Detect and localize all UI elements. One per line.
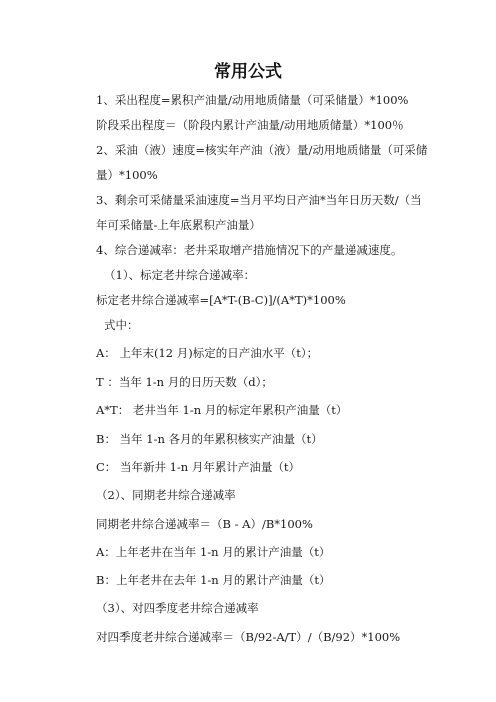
paragraph-7: 标定老井综合递减率=[A*T-(B-C)]/(A*T)*100% [96, 293, 346, 307]
paragraph-18: （3）、对四季度老井综合递减率 [96, 601, 259, 615]
paragraph-6: （1）、标定老井综合递减率： [104, 268, 256, 282]
paragraph-11: A*T： 老井当年 1-n 月的标定年累积产油量（t） [96, 403, 348, 417]
paragraph-12: B： 当年 1-n 各月的年累积核实产油量（t） [96, 432, 323, 446]
paragraph-16: A：上年老井在当年 1-n 月的累计产油量（t） [96, 545, 331, 559]
paragraph-10: T ：当年 1-n 月的日历天数（d）； [96, 375, 273, 389]
paragraph-13: C： 当年新井 1-n 月年累计产油量（t） [96, 460, 300, 474]
paragraph-8: 式中： [104, 318, 139, 332]
document-title: 常用公式 [214, 62, 282, 82]
paragraph-4: 3、剩余可采储量采油速度=当月平均日产油*当年日历天数/（当年可采储量-上年底累积产油量） [96, 193, 422, 232]
paragraph-1: 1、采出程度=累积产油量/动用地质储量（可采储量）*100% [96, 93, 409, 107]
paragraph-14: （2）、同期老井综合递减率 [96, 488, 236, 502]
paragraph-19: 对四季度老井综合递减率＝（B/92-A/T）/（B/92）*100% [96, 630, 401, 644]
paragraph-5: 4、综合递减率：老井采取增产措施情况下的产量递减速度。 [96, 243, 403, 257]
paragraph-3: 2、采油（液）速度=核实年产油（液）量/动用地质储量（可采储量）*100% [96, 143, 428, 182]
paragraph-2: 阶段采出程度＝（阶段内累计产油量/动用地质储量）*100％ [96, 118, 404, 132]
paragraph-9: A： 上年末(12 月)标定的日产油水平（t）； [96, 346, 319, 360]
paragraph-17: B：上年老井在去年 1-n 月的累计产油量（t） [96, 573, 331, 587]
paragraph-15: 同期老井综合递减率＝（B - A）/B*100% [96, 517, 313, 531]
